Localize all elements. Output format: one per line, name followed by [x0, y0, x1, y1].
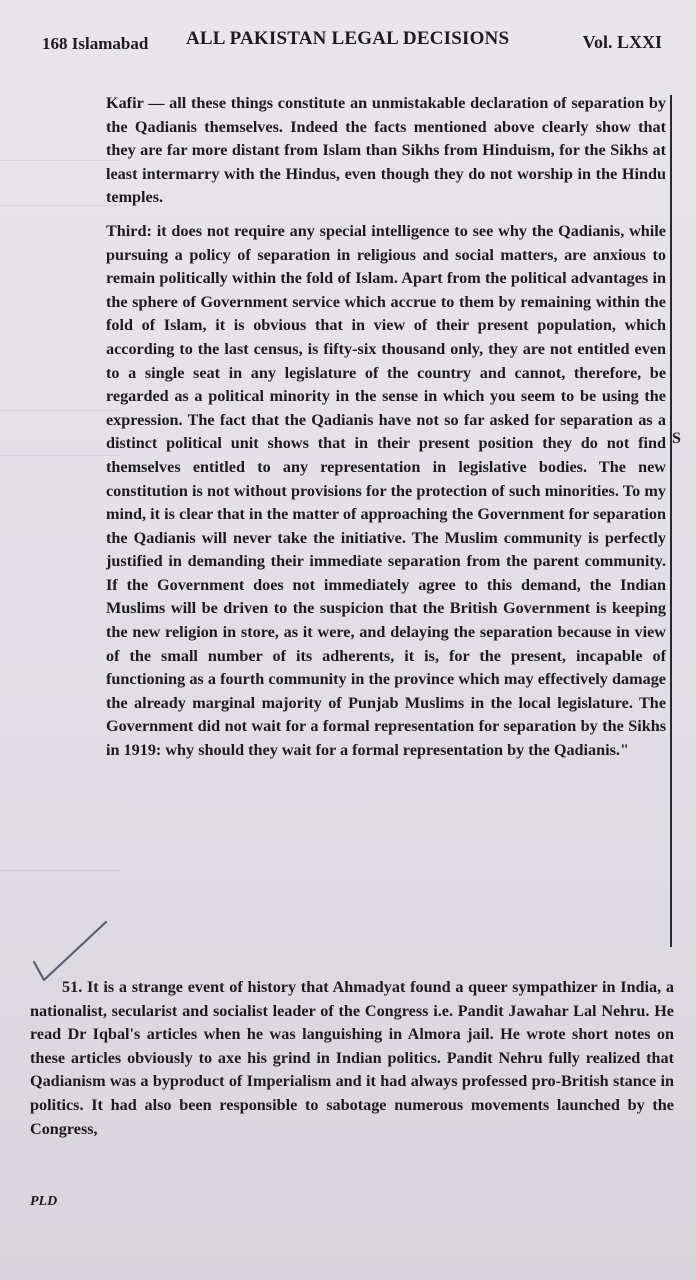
- paragraph-51: 51. It is a strange event of history that Ahmadyat found a queer sympathizer in India, a nationalist, secularist and socialist leader of the Congress i.e. Pandit Jawahar Lal Nehru. He read Dr Iqbal's articles when he was languishing in Almora jail. He wrote short notes on these articles obviously to axe his grind in Indian politics. Pandit Nehru fully realized that Qadianism was a byproduct of Imperialism and it had always professed pro-British stance in politics. It had also been responsible to sabotage numerous movements launched by the Congress,: [30, 978, 674, 1138]
- bleed-through-line: [0, 410, 120, 411]
- bleed-through-line: [0, 455, 120, 456]
- journal-title: ALL PAKISTAN LEGAL DECISIONS: [186, 28, 510, 49]
- quote-paragraph-1: Kafir — all these things constitute an unmistakable declaration of separation by the Qadianis themselves. Indeed the facts mentioned above clearly show that they are far more distant from Islam than Sikhs from Hinduism, for the Sikhs at least intermarry with the Hindus, even though they do not worship in the Hindu temples.: [106, 94, 666, 207]
- quoted-passage: [106, 92, 666, 763]
- quote-paragraph-2: Third: it does not require any special intelligence to see why the Qadianis, while pursuing a policy of separation in religious and social matters, are anxious to remain politically within the fold of Islam. Apart from the political advantages in the sphere of Government service which accrue to them by remaining within the fold of Islam, it is obvious that in view of their present population, which according to the last census, is fifty-six thousand only, they are not entitled even to a single seat in any legislature of the country and cannot, therefore, be regarded as a political minority in the sense in which you seem to be using the expression. The fact that the Qadianis have not so far asked for separation as a distinct political unit shows that in their present position they do not find themselves entitled to any representation in legislative bodies. The new constitution is not without provisions for the protection of such minorities. To my mind, it is clear that in the matter of approaching the Government for separation the Qadianis will never take the initiative. The Muslim community is perfectly justified in demanding their immediate separation from the parent community. If the Government does not immediately agree to this demand, the Indian Muslims will be driven to the suspicion that the British Government is keeping the new religion in store, as it were, and delaying the separation because in view of the small number of its adherents, it is, for the present, incapable of functioning as a fourth community in the province which may effectively damage the already marginal majority of Punjab Muslims in the local legislature. The Government did not wait for a formal representation for separation by the Sikhs in 1919: why should they wait for a formal representation by the Qadianis.": [106, 221, 666, 760]
- footer-pld: PLD: [30, 1194, 58, 1209]
- page-number-place: 168 Islamabad: [42, 34, 149, 53]
- bleed-through-line: [0, 870, 120, 871]
- margin-letter: S: [672, 430, 681, 447]
- margin-rule: [670, 95, 672, 947]
- bleed-through-line: [0, 160, 120, 161]
- volume-label: Vol. LXXI: [582, 32, 662, 52]
- running-header: [42, 28, 662, 58]
- bleed-through-line: [0, 205, 120, 206]
